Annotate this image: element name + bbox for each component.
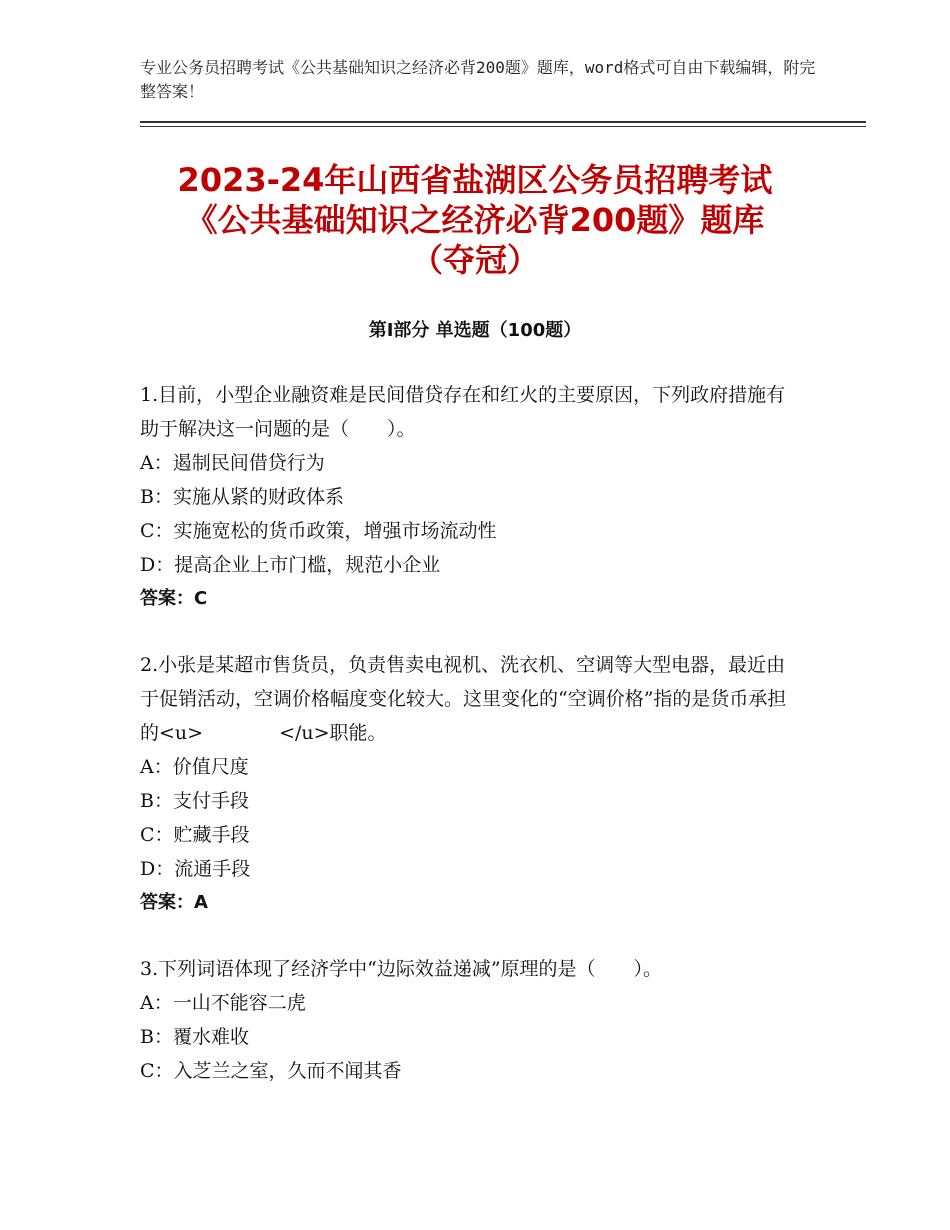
option-d: D：提高企业上市门槛，规范小企业 [140, 554, 441, 576]
title-line-1: 2023-24年山西省盐湖区公务员招聘考试 [177, 161, 773, 199]
option-b: B：覆水难收 [140, 1026, 249, 1048]
question-stem: 1.目前，小型企业融资难是民间借贷存在和红火的主要原因，下列政府措施有助于解决这一问题的是（ ）。 [140, 384, 786, 440]
header-rule-thick [140, 121, 866, 123]
option-c: C：实施宽松的货币政策，增强市场流动性 [140, 520, 497, 542]
option-b: B：支付手段 [140, 790, 249, 812]
question-item [140, 952, 800, 1088]
option-c: C：入芝兰之室，久而不闻其香 [140, 1060, 402, 1082]
option-a: A：价值尺度 [140, 756, 249, 778]
question-item [140, 378, 800, 616]
section-heading: 第Ⅰ部分 单选题（100题） [368, 320, 582, 341]
question-stem: 2.小张是某超市售货员，负责售卖电视机、洗衣机、空调等大型电器，最近由于促销活动，空调价格幅度变化较大。这里变化的“空调价格”指的是货币承担的<u> </u>职能。 [140, 654, 787, 744]
question-list [140, 378, 800, 1120]
answer: 答案：C [140, 588, 208, 609]
document-title [140, 160, 810, 280]
title-line-2: 《公共基础知识之经济必背200题》题库 [185, 201, 765, 239]
option-b: B：实施从紧的财政体系 [140, 486, 344, 508]
header-rule-thin [140, 126, 866, 127]
header-note: 专业公务员招聘考试《公共基础知识之经济必背200题》题库，word格式可自由下载编辑，附完整答案！ [140, 58, 816, 101]
question-stem: 3.下列词语体现了经济学中“边际效益递减”原理的是（ ）。 [140, 958, 663, 980]
option-c: C：贮藏手段 [140, 824, 250, 846]
option-a: A：遏制民间借贷行为 [140, 452, 325, 474]
option-d: D：流通手段 [140, 858, 251, 880]
title-line-3: （夺冠） [410, 241, 539, 279]
question-item [140, 648, 800, 920]
option-a: A：一山不能容二虎 [140, 992, 306, 1014]
answer: 答案：A [140, 892, 208, 913]
